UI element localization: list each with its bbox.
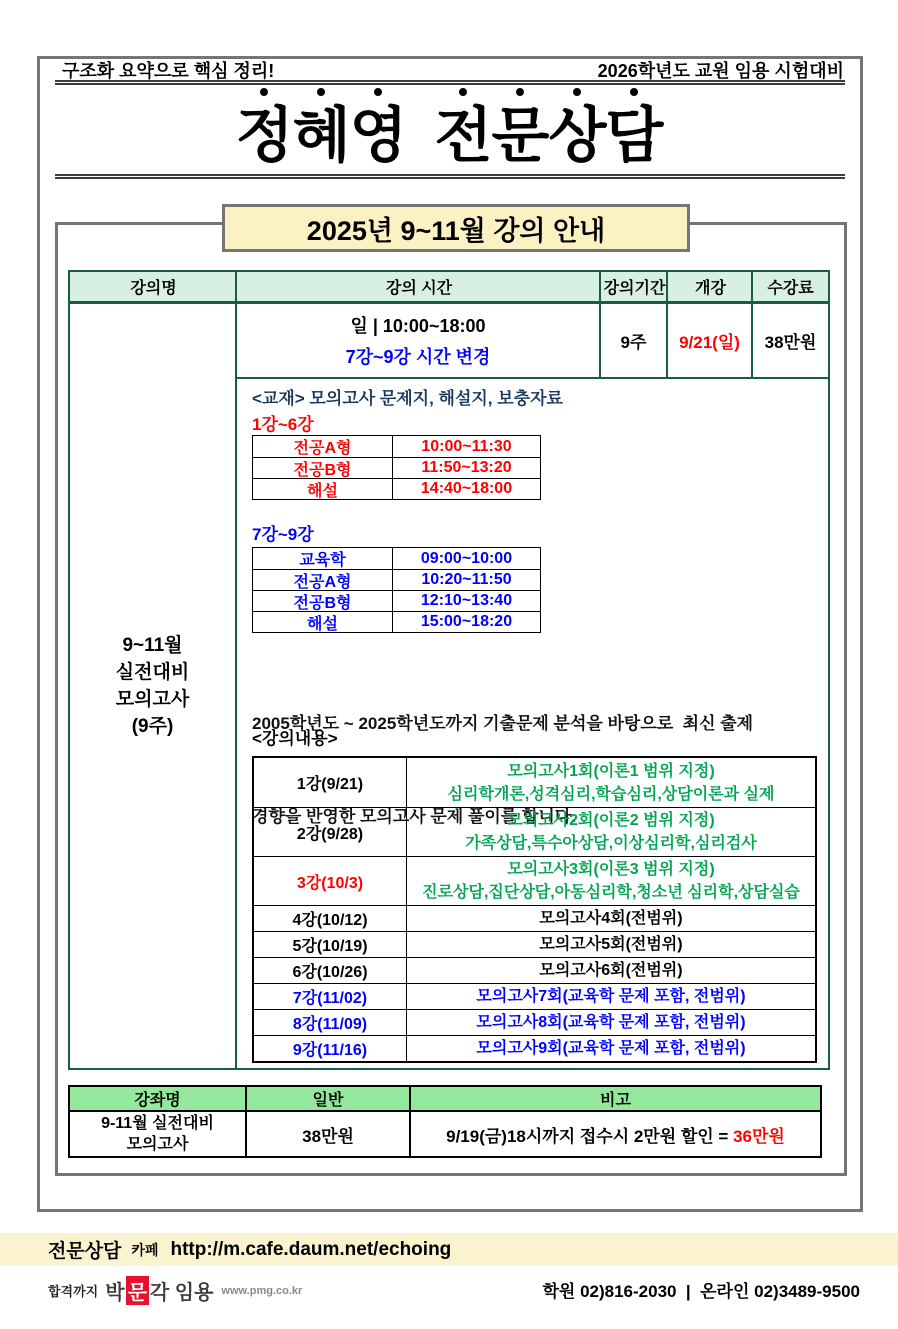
footer-cafe-word: 카페: [131, 1241, 159, 1258]
course-name-line: 9~11월: [122, 635, 183, 656]
timetable-subject: 전공A형: [253, 436, 393, 457]
block1-label: 1강~6강: [252, 415, 314, 434]
session-cell: 7강(11/02): [254, 984, 407, 1009]
page-title: [0, 88, 898, 169]
course-day-time: 일 | 10:00~18:00: [350, 316, 486, 336]
title-syllable: 혜: [293, 88, 350, 166]
content-line: 모의고사9회(교육학 문제 포함, 전범위): [476, 1040, 746, 1057]
block2-timetable: [252, 547, 541, 633]
pricing-course-name: [70, 1112, 247, 1156]
footer-cafe-band: [0, 1233, 898, 1266]
session-content-cell: [407, 932, 815, 957]
content-line: 가족상담,특수아상담,이상심리학,심리검사: [465, 835, 757, 852]
header-divider-rule: [55, 80, 845, 85]
discounted-price: 36만원: [733, 1126, 785, 1146]
content-line: 모의고사8회(교육학 문제 포함, 전범위): [476, 1014, 746, 1031]
course-name-line: 실전대비: [115, 662, 190, 683]
pricing-header-general: 일반: [247, 1087, 411, 1110]
session-cell: 8강(11/09): [254, 1010, 407, 1035]
session-content-cell: [407, 1010, 815, 1035]
schedule-banner: [222, 204, 690, 252]
timetable-row: [253, 436, 540, 457]
course-name-cell: [70, 304, 235, 1068]
contents-row: [254, 856, 815, 905]
contents-table: [252, 756, 817, 1063]
title-syllable: 전: [435, 88, 492, 166]
footer-brand: 전문상담: [48, 1241, 122, 1262]
description-line: 경향을 반영한 모의고사 문제 풀이를 합니다.: [252, 807, 576, 826]
session-content-cell: [407, 958, 815, 983]
session-cell: 1강(9/21): [254, 758, 407, 807]
session-cell: 9강(11/16): [254, 1036, 407, 1061]
timetable-time: 10:20~11:50: [421, 571, 512, 588]
description-line: 2005학년도 ~ 2025학년도까지 기출문제 분석을 바탕으로 최신 출제: [252, 714, 754, 733]
pricing-note: [411, 1112, 820, 1156]
session-content-cell: [407, 1036, 815, 1061]
contents-row: [254, 931, 815, 957]
pricing-header-course: 강좌명: [70, 1087, 247, 1110]
pricing-course-name-line: 9-11월 실전대비: [101, 1115, 214, 1132]
title-syllable: 영: [350, 88, 407, 166]
logo-brand-text: [105, 1276, 213, 1305]
brand-part: 박: [105, 1282, 125, 1304]
title-syllable: 정: [236, 88, 293, 166]
column-header-time: 강의 시간: [385, 280, 453, 297]
timetable-row: [253, 590, 540, 611]
course-start-date-cell: 9/21(일): [679, 333, 740, 352]
table-horizontal-divider: [235, 377, 828, 379]
content-line: 모의고사1회(이론1 범위 지정): [507, 762, 715, 780]
logo-website: www.pmg.co.kr: [221, 1284, 303, 1297]
timetable-row: [253, 611, 540, 632]
brand-part: 각 임용: [149, 1282, 214, 1304]
contents-row: [254, 983, 815, 1009]
session-cell: 4강(10/12): [254, 906, 407, 931]
session-cell: 6강(10/26): [254, 958, 407, 983]
contents-row: [254, 807, 815, 856]
content-line: 심리학개론,성격심리,학습심리,상담이론과 실제: [447, 785, 775, 803]
session-content-cell: [407, 857, 815, 905]
content-line: 진로상담,집단상담,아동심리학,청소년 심리학,상담실습: [422, 884, 800, 901]
contents-label: <강의내용>: [252, 729, 338, 748]
timetable-row: [253, 569, 540, 590]
timetable-time: 11:50~13:20: [421, 459, 512, 476]
timetable-time: 09:00~10:00: [420, 549, 513, 567]
course-fee-cell: 38만원: [764, 333, 817, 352]
contents-row: [254, 758, 815, 807]
course-table-header: [70, 272, 828, 304]
block1-timetable: [252, 435, 541, 500]
timetable-subject: 교육학: [253, 548, 393, 569]
pricing-price: 38만원: [247, 1112, 411, 1156]
contact-phone-line: 학원 02)816-2030 | 온라인 02)3489-9500: [542, 1282, 860, 1301]
title-syllable: 문: [491, 88, 548, 166]
content-line: 모의고사3회(이론3 범위 지정): [507, 861, 715, 878]
table-vertical-divider: [235, 272, 237, 1068]
banner-title: 2025년 9~11월 강의 안내: [306, 215, 606, 246]
course-name-line: 모의고사: [115, 689, 190, 710]
timetable-row: [253, 548, 540, 569]
timetable-time: 15:00~18:20: [420, 613, 513, 630]
discount-note: 9/19(금)18시까지 접수시 2만원 할인 =: [446, 1126, 734, 1146]
time-change-note: 7강~9강 시간 변경: [345, 347, 491, 367]
timetable-subject: 해설: [253, 479, 393, 499]
contents-row: [254, 1035, 815, 1061]
title-syllable: 담: [605, 88, 662, 166]
session-cell: 3강(10/3): [254, 857, 407, 905]
title-syllable: 상: [548, 88, 605, 166]
block2-label: 7강~9강: [252, 525, 314, 544]
content-line: 모의고사2회(이론2 범위 지정): [507, 812, 715, 829]
column-header-course-name: 강의명: [130, 280, 177, 297]
cafe-url: http://m.cafe.daum.net/echoing: [170, 1238, 452, 1260]
pricing-table: [68, 1085, 822, 1158]
timetable-row: [253, 478, 540, 499]
timetable-time: 14:40~18:00: [420, 480, 513, 497]
title-divider-rule: [55, 174, 845, 179]
course-name-line: (9주): [131, 716, 174, 737]
tagline-left: 구조화 요약으로 핵심 정리!: [62, 61, 275, 81]
session-content-cell: [407, 758, 815, 807]
pricing-data-row: [70, 1112, 820, 1156]
session-cell: 2강(9/28): [254, 808, 407, 856]
timetable-time: 12:10~13:40: [420, 592, 513, 609]
column-header-duration: 강의기간: [603, 280, 666, 297]
pricing-course-name-line: 모의고사: [126, 1136, 189, 1153]
publisher-logo: [48, 1276, 302, 1305]
content-line: 모의고사6회(전범위): [539, 962, 683, 979]
contents-row: [254, 905, 815, 931]
content-line: 모의고사4회(전범위): [539, 910, 683, 927]
session-cell: 5강(10/19): [254, 932, 407, 957]
content-line: 모의고사7회(교육학 문제 포함, 전범위): [476, 988, 746, 1005]
logo-prefix-text: 합격까지: [48, 1284, 99, 1299]
pricing-header-row: [70, 1087, 820, 1112]
timetable-subject: 전공B형: [253, 458, 393, 478]
contents-row: [254, 957, 815, 983]
column-header-fee: 수강료: [767, 280, 814, 297]
pricing-header-note: 비고: [600, 1092, 631, 1109]
session-content-cell: [407, 906, 815, 931]
session-content-cell: [407, 808, 815, 856]
course-table: [68, 270, 830, 1070]
timetable-subject: 전공A형: [253, 570, 393, 590]
column-header-start: 개강: [695, 280, 726, 297]
contents-row: [254, 1009, 815, 1035]
brand-red-mark: 문: [126, 1276, 149, 1305]
timetable-row: [253, 457, 540, 478]
content-line: 모의고사5회(전범위): [539, 936, 683, 953]
timetable-time: 10:00~11:30: [421, 437, 512, 455]
timetable-subject: 해설: [253, 612, 393, 632]
tagline-right: 2026학년도 교원 임용 시험대비: [597, 61, 844, 81]
timetable-subject: 전공B형: [253, 591, 393, 611]
course-time-cell: [237, 306, 599, 375]
session-content-cell: [407, 984, 815, 1009]
course-duration-cell: 9주: [620, 333, 647, 352]
materials-note: <교재> 모의고사 문제지, 해설지, 보충자료: [252, 389, 563, 408]
